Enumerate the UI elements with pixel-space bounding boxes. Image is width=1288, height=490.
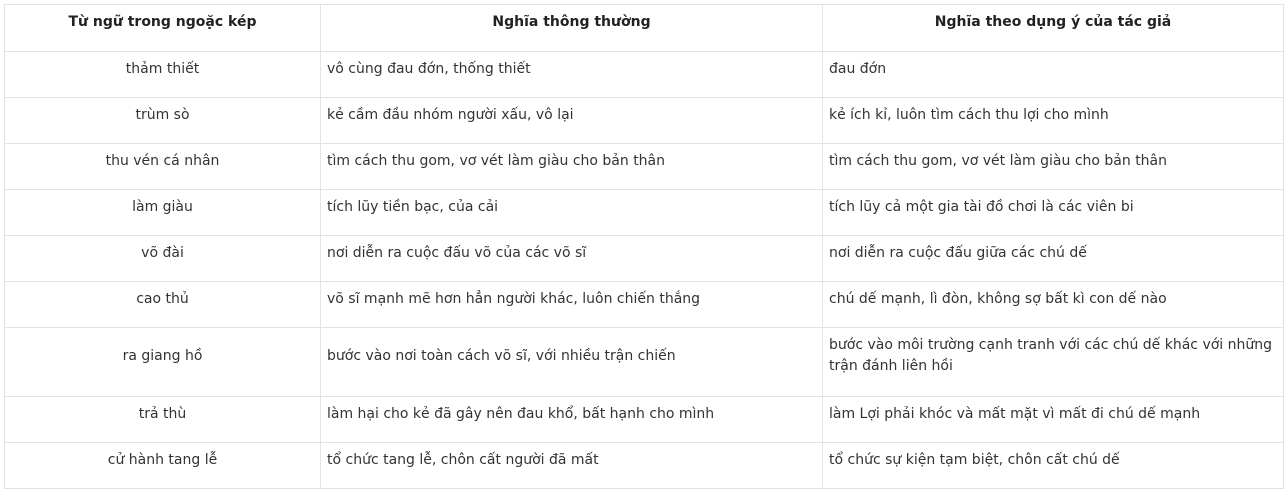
common-meaning-cell: kẻ cầm đầu nhóm người xấu, vô lại (321, 98, 823, 144)
term-cell: làm giàu (5, 190, 321, 236)
term-cell: trả thù (5, 397, 321, 443)
common-meaning-cell: võ sĩ mạnh mẽ hơn hẳn người khác, luôn chiến thắng (321, 282, 823, 328)
common-meaning-cell: bước vào nơi toàn cách võ sĩ, với nhiều trận chiến (321, 328, 823, 397)
table-row (5, 236, 1284, 282)
term-cell: thu vén cá nhân (5, 144, 321, 190)
header-row (5, 5, 1284, 52)
header-author-meaning: Nghĩa theo dụng ý của tác giả (823, 5, 1284, 52)
table-row (5, 52, 1284, 98)
common-meaning-cell: làm hại cho kẻ đã gây nên đau khổ, bất hạnh cho mình (321, 397, 823, 443)
term-cell: cử hành tang lễ (5, 443, 321, 489)
author-meaning-cell: bước vào môi trường cạnh tranh với các chú dế khác với những trận đánh liên hồi (823, 328, 1284, 397)
table-row (5, 144, 1284, 190)
table-row (5, 98, 1284, 144)
term-cell: ra giang hồ (5, 328, 321, 397)
table-row (5, 190, 1284, 236)
term-cell: thảm thiết (5, 52, 321, 98)
table-row (5, 443, 1284, 489)
author-meaning-cell: tích lũy cả một gia tài đồ chơi là các viên bi (823, 190, 1284, 236)
vocabulary-table (4, 4, 1284, 489)
common-meaning-cell: vô cùng đau đớn, thống thiết (321, 52, 823, 98)
header-common-meaning: Nghĩa thông thường (321, 5, 823, 52)
common-meaning-cell: nơi diễn ra cuộc đấu võ của các võ sĩ (321, 236, 823, 282)
author-meaning-cell: chú dế mạnh, lì đòn, không sợ bất kì con dế nào (823, 282, 1284, 328)
table-row (5, 328, 1284, 397)
common-meaning-cell: tìm cách thu gom, vơ vét làm giàu cho bản thân (321, 144, 823, 190)
author-meaning-cell: làm Lợi phải khóc và mất mặt vì mất đi chú dế mạnh (823, 397, 1284, 443)
term-cell: trùm sò (5, 98, 321, 144)
author-meaning-cell: nơi diễn ra cuộc đấu giữa các chú dế (823, 236, 1284, 282)
term-cell: võ đài (5, 236, 321, 282)
table-row (5, 397, 1284, 443)
author-meaning-cell: đau đớn (823, 52, 1284, 98)
author-meaning-cell: tìm cách thu gom, vơ vét làm giàu cho bản thân (823, 144, 1284, 190)
term-cell: cao thủ (5, 282, 321, 328)
author-meaning-cell: tổ chức sự kiện tạm biệt, chôn cất chú dế (823, 443, 1284, 489)
common-meaning-cell: tổ chức tang lễ, chôn cất người đã mất (321, 443, 823, 489)
table-row (5, 282, 1284, 328)
common-meaning-cell: tích lũy tiền bạc, của cải (321, 190, 823, 236)
author-meaning-cell: kẻ ích kỉ, luôn tìm cách thu lợi cho mình (823, 98, 1284, 144)
header-term: Từ ngữ trong ngoặc kép (5, 5, 321, 52)
